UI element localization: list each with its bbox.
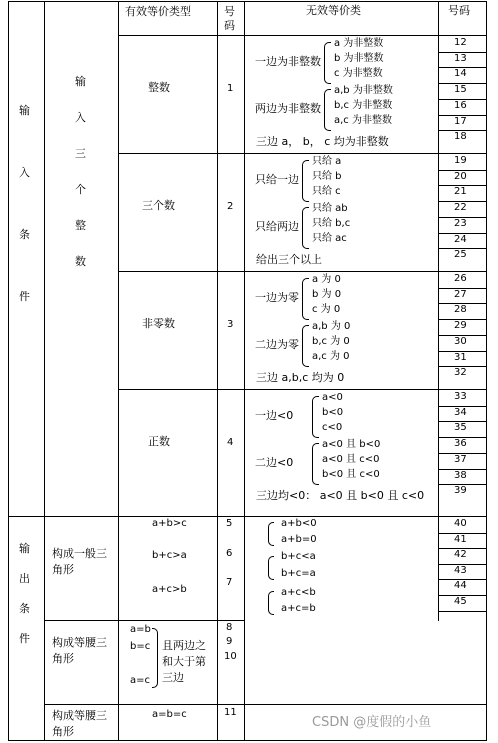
header-valid-class-type: 有效等价类型 [125,5,191,18]
invalid-code: 45 [454,596,467,607]
invalid-code: 43 [454,564,467,576]
invalid-code: 18 [454,131,467,143]
invalid-code: 41 [454,533,467,545]
invalid-code: 26 [454,273,467,284]
brace [324,42,331,84]
header-code-2: 号码 [448,4,470,17]
invalid-group-lead: 一边为零 [255,291,299,304]
invalid-item: a+c<b [281,587,316,598]
invalid-item: b<0 且 c<0 [322,469,380,480]
invalid-group-lead: 一边为非整数 [255,55,321,68]
invalid-item: a<0 且 c<0 [322,454,380,465]
valid-code: 4 [227,437,234,448]
invalid-code: 31 [454,351,467,363]
invalid-item: a 为 0 [312,274,341,285]
invalid-code: 12 [454,37,467,48]
invalid-item: a+c=b [281,603,316,614]
code-cell-divider [438,595,486,596]
invalid-code: 33 [454,391,467,402]
output-cond: a=b [130,624,151,635]
invalid-code: 16 [454,99,467,111]
invalid-item: a,b 为 0 [312,321,351,332]
input-sublabel: 输入三个整数 [75,75,86,268]
invalid-tail: 三边均<0： a<0 且 b<0 且 c<0 [256,489,425,502]
brace [268,522,274,546]
invalid-code: 17 [454,115,467,127]
invalid-item: b,c 为 0 [312,336,350,347]
invalid-group-lead: 只给两边 [255,220,299,233]
brace [268,591,274,615]
code-cell-divider [438,533,486,534]
valid-code: 2 [227,201,234,212]
brace [324,89,331,131]
invalid-group-lead: 一边<0 [255,409,294,422]
invalid-item: a<0 且 b<0 [322,439,381,450]
invalid-code: 37 [454,453,467,465]
invalid-code: 21 [454,186,467,198]
invalid-item: c<0 [322,422,343,433]
code-cell-divider [438,611,486,612]
invalid-item: b 为 0 [312,289,342,300]
invalid-group-lead: 两边为非整数 [255,102,321,115]
invalid-item: c 为 0 [312,304,341,315]
valid-code: 1 [227,83,234,94]
invalid-code: 36 [454,438,467,450]
output-cond: a+c>b [152,584,187,595]
output-extra-condition: 且两边之和大于第三边 [162,639,206,684]
invalid-item: 只给 ab [312,203,348,214]
invalid-code: 13 [454,52,467,64]
invalid-code: 15 [454,84,467,96]
brace [152,628,158,688]
output-cond: b=c [130,641,151,652]
invalid-code: 19 [454,155,467,166]
invalid-item: a,c 为非整数 [334,115,392,126]
output-equilateral-triangle: 构成等腰三角形 [52,709,107,738]
invalid-group-lead: 二边<0 [255,456,294,469]
code-cell-divider [438,548,486,549]
invalid-code: 29 [454,320,467,332]
code-cell-divider [438,579,486,580]
invalid-item: b,c 为非整数 [334,100,393,111]
invalid-code: 44 [454,580,467,592]
output-cond: a+b>c [152,518,187,529]
invalid-code: 38 [454,469,467,481]
invalid-code: 14 [454,68,467,80]
invalid-item: b 为非整数 [334,53,384,64]
invalid-item: a<0 [322,392,343,403]
valid-class: 整数 [148,81,170,94]
invalid-code: 30 [454,335,467,347]
invalid-tail: 三边 a， b， c 均为非整数 [256,135,389,148]
output-num: 10 [224,651,237,662]
code-cell-divider [438,564,486,565]
output-cond: a=b=c [152,709,187,720]
invalid-item: b+c=a [281,568,316,579]
invalid-code: 20 [454,170,467,182]
valid-code: 3 [227,319,234,330]
output-isosceles-triangle: 构成等腰三角形 [52,636,107,665]
invalid-group-lead: 二边为零 [255,338,299,351]
output-num: 5 [226,518,233,529]
invalid-code: 42 [454,549,467,561]
valid-class: 正数 [148,435,170,448]
invalid-code: 25 [454,249,467,261]
invalid-code: 24 [454,233,467,245]
brace [268,556,274,580]
brace [302,325,309,367]
input-condition-label: 输入条件 [19,104,30,303]
brace [302,207,309,249]
invalid-code: 28 [454,304,467,316]
invalid-group-lead: 只给一边 [255,173,299,186]
invalid-tail: 三边 a,b,c 均为 0 [256,371,345,384]
output-cond: b+c>a [152,550,187,561]
invalid-item: a+b=0 [281,534,317,545]
output-num: 11 [224,707,237,718]
invalid-tail: 给出三个以上 [256,253,322,266]
invalid-item: 只给 b,c [312,218,351,229]
invalid-item: a,c 为 0 [312,351,350,362]
output-general-triangle: 构成一般三角形 [52,547,107,576]
invalid-code: 27 [454,288,467,300]
output-cond: a=c [130,675,151,686]
invalid-item: 只给 ac [312,233,347,244]
invalid-item: a 为非整数 [334,38,384,49]
output-condition-label: 输出条件 [19,542,30,645]
invalid-code: 34 [454,406,467,418]
output-num: 7 [226,577,233,588]
output-num: 8 [226,622,233,633]
header-invalid-class: 无效等价类 [306,4,361,17]
invalid-item: c 为非整数 [334,68,383,79]
invalid-code: 23 [454,217,467,229]
valid-class: 非零数 [142,317,175,330]
brace [312,443,319,485]
invalid-code: 32 [454,367,467,379]
invalid-item: a,b 为非整数 [334,85,393,96]
invalid-item: 只给 b [312,171,342,182]
output-num: 6 [226,548,233,559]
output-num: 9 [226,636,233,647]
invalid-item: b<0 [322,407,344,418]
invalid-item: a+b<0 [281,518,317,529]
csdn-watermark: CSDN @度假的小鱼 [312,715,432,730]
invalid-item: 只给 c [312,186,341,197]
invalid-item: 只给 a [312,156,342,167]
invalid-code: 35 [454,422,467,434]
invalid-code: 22 [454,202,467,214]
invalid-code: 39 [454,485,467,497]
brace [302,278,309,320]
header-code: 号码 [224,5,235,32]
valid-class: 三个数 [142,199,175,212]
invalid-item: b+c<a [281,551,316,562]
invalid-code: 40 [454,518,467,529]
brace [302,160,309,202]
brace [312,396,319,438]
